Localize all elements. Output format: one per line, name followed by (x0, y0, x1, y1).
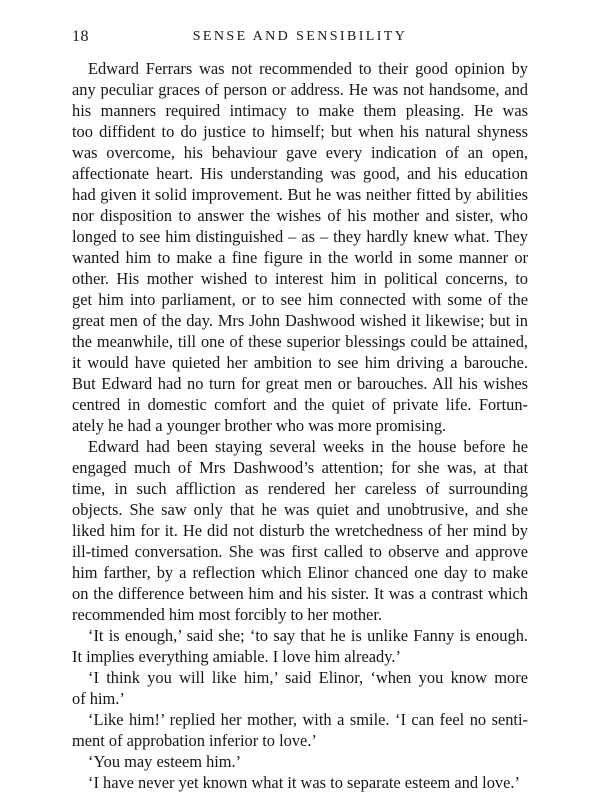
text-line: But Edward had no turn for great men or barouches. All his wishes (72, 374, 528, 393)
text-line: get him into parliament, or to see him connected with some of the (72, 290, 528, 309)
text-line: nor disposition to answer the wishes of his mother and sister, who (72, 206, 528, 225)
text-line: it would have quieted her ambition to see him driving a barouche. (72, 353, 528, 372)
text-line: ately he had a younger brother who was more promising. (72, 416, 447, 435)
text-line: recommended him most forcibly to her mother. (72, 605, 382, 624)
text-line: had given it solid improvement. But he was neither fitted by abilities (72, 185, 528, 204)
text-line: wanted him to make a fine figure in the world in some manner or (72, 248, 528, 267)
text-line: ‘I think you will like him,’ said Elinor, ‘when you know more (88, 668, 528, 687)
text-line: ‘It is enough,’ said she; ‘to say that he is unlike Fanny is enough. (88, 626, 528, 645)
text-line: the meanwhile, till one of these superior blessings could be attained, (72, 332, 528, 351)
text-line: great men of the day. Mrs John Dashwood wished it likewise; but in (72, 311, 528, 330)
text-line: of him.’ (72, 689, 125, 708)
text-line: other. His mother wished to interest him in political concerns, to (72, 269, 528, 288)
text-line: centred in domestic comfort and the quiet of private life. Fortun- (72, 395, 528, 414)
text-line: It implies everything amiable. I love him already.’ (72, 647, 401, 666)
text-line: Edward had been staying several weeks in the house before he (88, 437, 528, 456)
text-line: ‘You may esteem him.’ (88, 752, 242, 771)
text-line: ‘I have never yet known what it was to separate esteem and love.’ (88, 773, 520, 792)
text-line: liked him for it. He did not disturb the wretchedness of her mind by (72, 521, 528, 540)
text-line: Edward Ferrars was not recommended to their good opinion by (88, 59, 528, 78)
text-line: ‘Like him!’ replied her mother, with a smile. ‘I can feel no senti- (88, 710, 528, 729)
text-body (72, 58, 528, 793)
text-line: engaged much of Mrs Dashwood’s attention; for she was, at that (72, 458, 528, 477)
text-line: affectionate heart. His understanding was good, and his education (72, 164, 528, 183)
running-head (72, 28, 528, 48)
text-line: on the difference between him and his sister. It was a contrast which (72, 584, 528, 603)
text-line: longed to see him distinguished – as – they hardly knew what. They (72, 227, 528, 246)
text-line: any peculiar graces of person or address. He was not handsome, and (72, 80, 528, 99)
text-line: was overcome, his behaviour gave every indication of an open, (72, 143, 528, 162)
text-line: objects. She saw only that he was quiet and unobtrusive, and she (72, 500, 528, 519)
text-line: time, in such affliction as rendered her careless of surrounding (72, 479, 528, 498)
text-line: ment of approbation inferior to love.’ (72, 731, 317, 750)
text-line: too diffident to do justice to himself; but when his natural shyness (72, 122, 528, 141)
book-title: SENSE AND SENSIBILITY (192, 29, 408, 44)
text-line: ill-timed conversation. She was first called to observe and approve (72, 542, 528, 561)
page-number: 18 (72, 28, 89, 45)
text-line: him farther, by a reflection which Elinor chanced one day to make (72, 563, 528, 582)
text-line: his manners required intimacy to make them pleasing. He was (72, 101, 528, 120)
